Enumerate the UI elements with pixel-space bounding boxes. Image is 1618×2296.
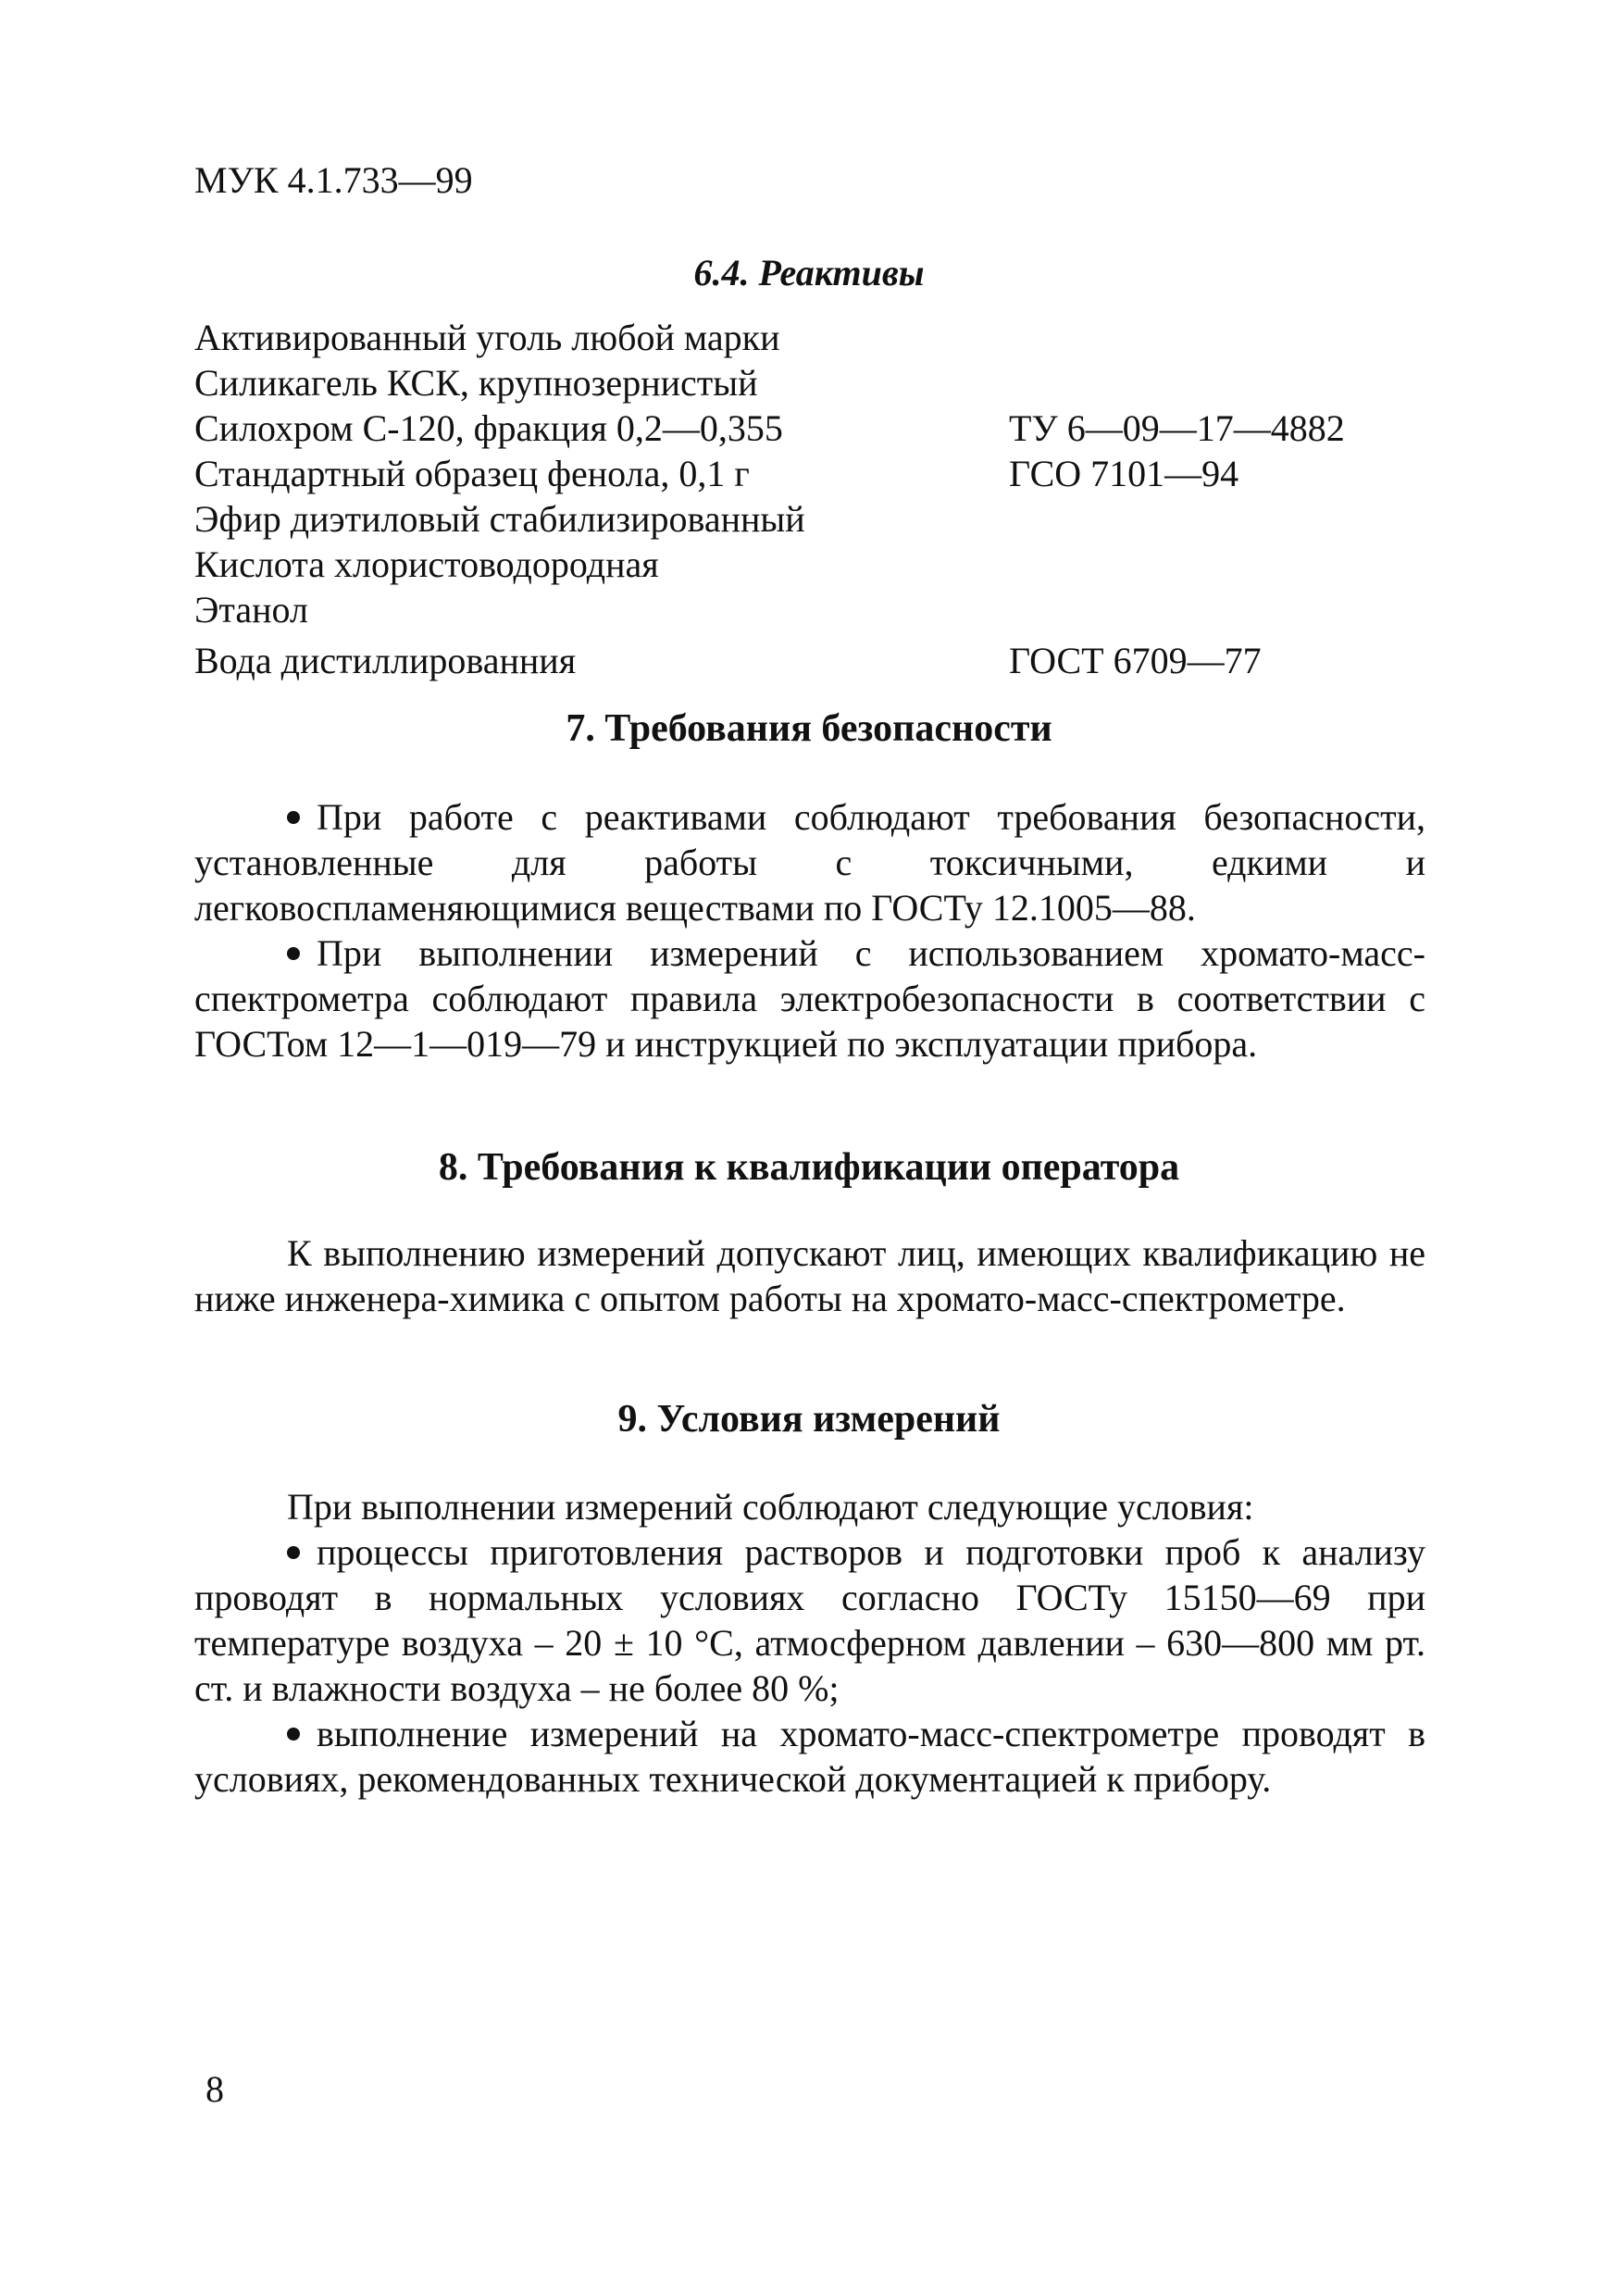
- section-8-title: 8. Требования к квалификации оператора: [438, 1146, 1180, 1189]
- bullet-icon: [287, 1546, 300, 1559]
- qualification-text: К выполнению измерений допускают лиц, имеющих квалификацию не ниже инженера-химика с опытом работы на хромато-масс-спектрометре.: [194, 1232, 1425, 1319]
- safety-bullet-text: При выполнении измерений с использованием хромато-масс-спектрометра соблюдают правила электробезопасности в соответствии с ГОСТом 12—1—019—79 и инструкцией по эксплуатации прибора.: [194, 932, 1425, 1065]
- reagent-name: Эфир диэтиловый стабилизированный: [194, 498, 805, 540]
- reagent-row: [194, 315, 1425, 360]
- reagent-row: [194, 587, 1425, 632]
- section-7-body: [194, 794, 1425, 1067]
- bullet-icon: [287, 811, 300, 824]
- bullet-icon: [287, 947, 300, 960]
- reagent-name: Стандартный образец фенола, 0,1 г: [194, 453, 750, 494]
- reagent-name: Активированный уголь любой марки: [194, 317, 780, 358]
- reagent-spec: [1009, 360, 1425, 406]
- reagent-spec: [1009, 542, 1425, 587]
- reagent-spec: [1009, 587, 1425, 632]
- reagent-row: [194, 638, 1425, 683]
- reagents-list: [194, 315, 1425, 683]
- safety-bullet: [194, 794, 1425, 930]
- section-6-4-title: 6.4. Реактивы: [693, 252, 925, 293]
- reagent-row: [194, 360, 1425, 406]
- reagent-row: [194, 542, 1425, 587]
- reagent-spec: [1009, 496, 1425, 542]
- page-number: 8: [205, 2068, 224, 2110]
- safety-bullet: [194, 930, 1425, 1067]
- reagent-row: [194, 451, 1425, 496]
- reagent-spec: [1009, 315, 1425, 360]
- reagent-spec: ГСО 7101—94: [1009, 453, 1239, 494]
- reagent-spec: ГОСТ 6709—77: [1009, 640, 1262, 681]
- reagent-spec: ТУ 6—09—17—4882: [1009, 407, 1345, 449]
- condition-bullet-text: выполнение измерений на хромато-масс-спектрометре проводят в условиях, рекомендованных технической документацией к прибору.: [194, 1713, 1425, 1800]
- conditions-intro: При выполнении измерений соблюдают следующие условия:: [287, 1486, 1254, 1528]
- reagent-name: Вода дистиллированния: [194, 640, 577, 681]
- condition-bullet: [194, 1711, 1425, 1802]
- reagent-name: Силохром С-120, фракция 0,2—0,355: [194, 407, 783, 449]
- document-code: МУК 4.1.733—99: [194, 159, 473, 201]
- condition-bullet-text: процессы приготовления растворов и подготовки проб к анализу проводят в нормальных условиях согласно ГОСТу 15150—69 при температуре воздуха – 20 ± 10 °С, атмосферном давлении – 630—800 мм рт. ст. и влажности воздуха – не более 80 %;: [194, 1531, 1425, 1709]
- section-7-title: 7. Требования безопасности: [566, 707, 1052, 750]
- bullet-icon: [287, 1728, 300, 1741]
- reagent-name: Этанол: [194, 589, 308, 630]
- section-9-title: 9. Условия измерений: [617, 1398, 1001, 1441]
- condition-bullet: [194, 1529, 1425, 1711]
- reagent-row: [194, 496, 1425, 542]
- reagent-name: Кислота хлористоводородная: [194, 543, 659, 585]
- section-8-body: [194, 1230, 1425, 1321]
- safety-bullet-text: При работе с реактивами соблюдают требования безопасности, установленные для работы с токсичными, едкими и легковоспламеняющимися веществами по ГОСТу 12.1005—88.: [194, 796, 1425, 929]
- section-9-body: [194, 1484, 1425, 1802]
- reagent-name: Силикагель КСК, крупнозернистый: [194, 362, 758, 404]
- reagent-row: [194, 406, 1425, 451]
